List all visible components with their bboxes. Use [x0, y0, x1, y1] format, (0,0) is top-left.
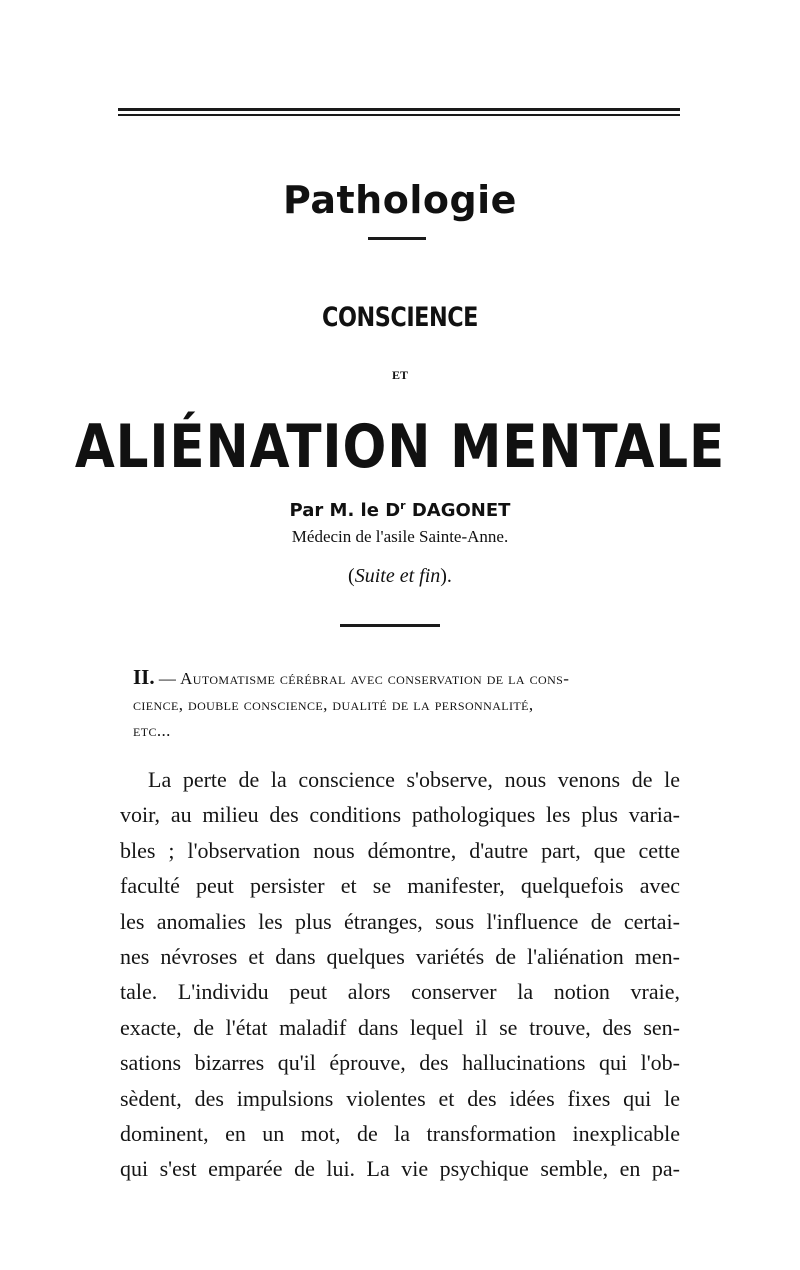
- continuation-note: [0, 565, 800, 588]
- continuation-close: ).: [440, 565, 452, 587]
- chapter-heading-line: etc...: [133, 721, 171, 740]
- body-line: sations bizarres qu'il éprouve, des hallucinations qui l'ob-: [120, 1050, 680, 1076]
- chapter-heading: [133, 664, 678, 744]
- body-line: les anomalies les plus étranges, sous l'influence de certai-: [120, 908, 680, 934]
- body-line: qui s'est emparée de lui. La vie psychique semble, en pa-: [120, 1156, 680, 1182]
- header-double-rule-bottom: [118, 114, 680, 116]
- chapter-number: II.: [133, 665, 155, 689]
- header-double-rule-top: [118, 108, 680, 111]
- body-line: bles ; l'observation nous démontre, d'autre part, que cette: [120, 837, 680, 863]
- chapter-heading-text: Automatisme cérébral avec conservation de la cons-: [180, 669, 570, 688]
- author-prefix: Par M. le D: [289, 500, 401, 521]
- continuation-text: Suite et fin: [354, 565, 441, 587]
- section-underline: [368, 237, 426, 240]
- chapter-heading-line: cience, double conscience, dualité de la personnalité,: [133, 695, 534, 714]
- article-title-line2: ALIÉNATION MENTALE: [74, 412, 726, 482]
- body-paragraph: [120, 762, 680, 1187]
- author-name: DAGONET: [411, 500, 511, 521]
- body-line: dominent, en un mot, de la transformation inexplicable: [120, 1120, 680, 1146]
- body-line: sèdent, des impulsions violentes et des idées fixes qui le: [120, 1085, 680, 1111]
- chapter-dash: —: [158, 669, 176, 688]
- body-line: exacte, de l'état maladif dans lequel il se trouve, des sen-: [120, 1014, 680, 1040]
- body-line: tale. L'individu peut alors conserver la notion vraie,: [120, 979, 680, 1005]
- article-title-connector: ET: [391, 368, 408, 382]
- body-line: nes névroses et dans quelques variétés de l'aliénation men-: [120, 943, 680, 969]
- author-byline: [0, 499, 800, 521]
- body-line: La perte de la conscience s'observe, nous venons de le: [148, 767, 680, 792]
- section-title: Pathologie: [283, 178, 517, 222]
- body-line: voir, au milieu des conditions pathologiques les plus varia-: [120, 802, 680, 828]
- section-separator-rule: [340, 624, 440, 627]
- chapter-heading-line: [133, 664, 678, 692]
- author-superscript: r: [400, 499, 406, 512]
- body-line: faculté peut persister et se manifester, quelquefois avec: [120, 873, 680, 899]
- continuation-open: (: [348, 565, 355, 587]
- author-affiliation: Médecin de l'asile Sainte-Anne.: [291, 527, 509, 546]
- article-title-line1: CONSCIENCE: [322, 302, 478, 333]
